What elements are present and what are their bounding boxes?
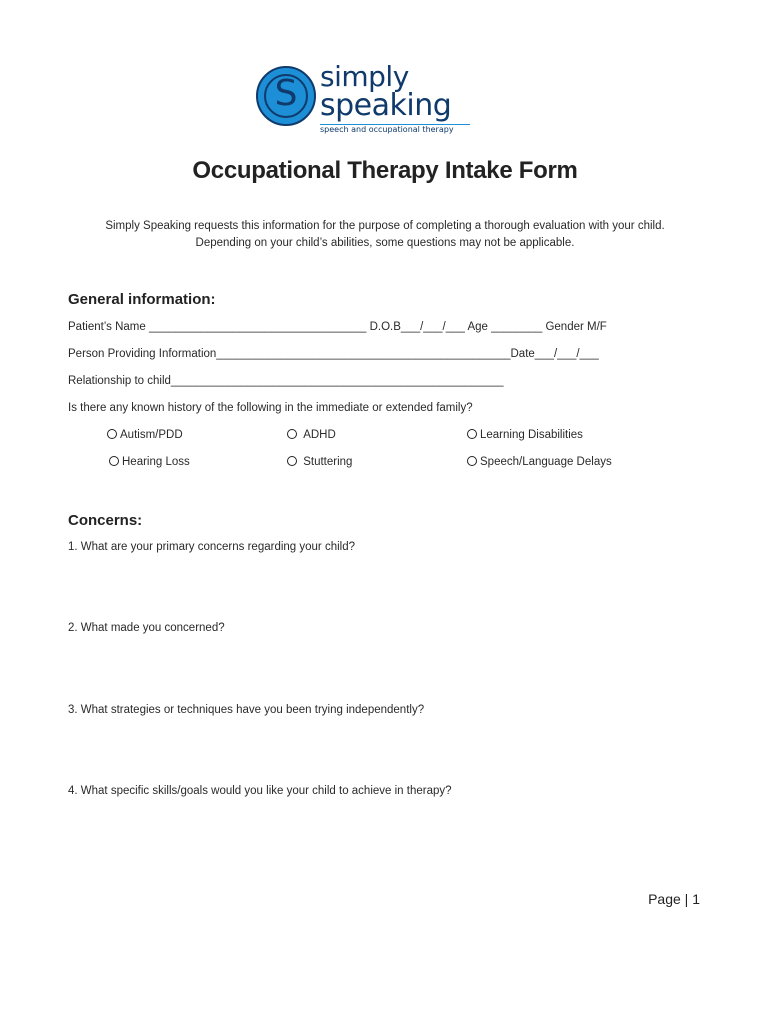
option-hearing-loss[interactable] <box>109 456 190 468</box>
simply-speaking-logo <box>256 60 471 138</box>
radio-icon[interactable] <box>107 429 117 439</box>
logo-word-speaking: speaking <box>320 88 452 123</box>
logo-tagline: speech and occupational therapy <box>320 125 454 134</box>
intro-line-1: Simply Speaking requests this information for the purpose of completing a thorough evaluation with your child. <box>105 220 665 232</box>
relationship-line[interactable]: Relationship to child____________________________________________________ <box>68 375 504 387</box>
concern-question-4: 4. What specific skills/goals would you like your child to achieve in therapy? <box>68 785 452 797</box>
option-autism[interactable] <box>107 429 183 441</box>
option-adhd[interactable] <box>287 429 336 441</box>
option-stuttering[interactable] <box>287 456 352 468</box>
option-learning-disabilities[interactable] <box>467 429 583 441</box>
radio-icon[interactable] <box>287 429 297 439</box>
intro-line-2: Depending on your child’s abilities, some questions may not be applicable. <box>195 237 575 249</box>
concern-question-2: 2. What made you concerned? <box>68 622 225 634</box>
option-label: Speech/Language Delays <box>480 456 612 468</box>
page-number: Page | 1 <box>648 891 700 907</box>
radio-icon[interactable] <box>287 456 297 466</box>
concern-question-1: 1. What are your primary concerns regarding your child? <box>68 541 355 553</box>
option-label: Stuttering <box>303 456 353 468</box>
option-label: ADHD <box>303 429 336 441</box>
radio-icon[interactable] <box>467 456 477 466</box>
option-label: Learning Disabilities <box>480 429 583 441</box>
radio-icon[interactable] <box>467 429 477 439</box>
general-info-heading: General information: <box>68 291 216 308</box>
family-history-question: Is there any known history of the following in the immediate or extended family? <box>68 402 473 414</box>
concerns-heading: Concerns: <box>68 512 143 529</box>
patient-name-line[interactable]: Patient’s Name __________________________________ D.O.B___/___/___ Age ________ Gender M/F <box>68 321 607 333</box>
radio-icon[interactable] <box>109 456 119 466</box>
logo-word-simply: simply <box>320 60 409 93</box>
option-label: Hearing Loss <box>122 456 190 468</box>
option-label: Autism/PDD <box>120 429 183 441</box>
logo-letter: S <box>274 73 298 114</box>
person-providing-line[interactable]: Person Providing Information______________________________________________Date___/___/___ <box>68 348 599 360</box>
concern-question-3: 3. What strategies or techniques have you been trying independently? <box>68 704 425 716</box>
option-speech-language-delays[interactable] <box>467 456 612 468</box>
form-title: Occupational Therapy Intake Form <box>192 157 578 184</box>
